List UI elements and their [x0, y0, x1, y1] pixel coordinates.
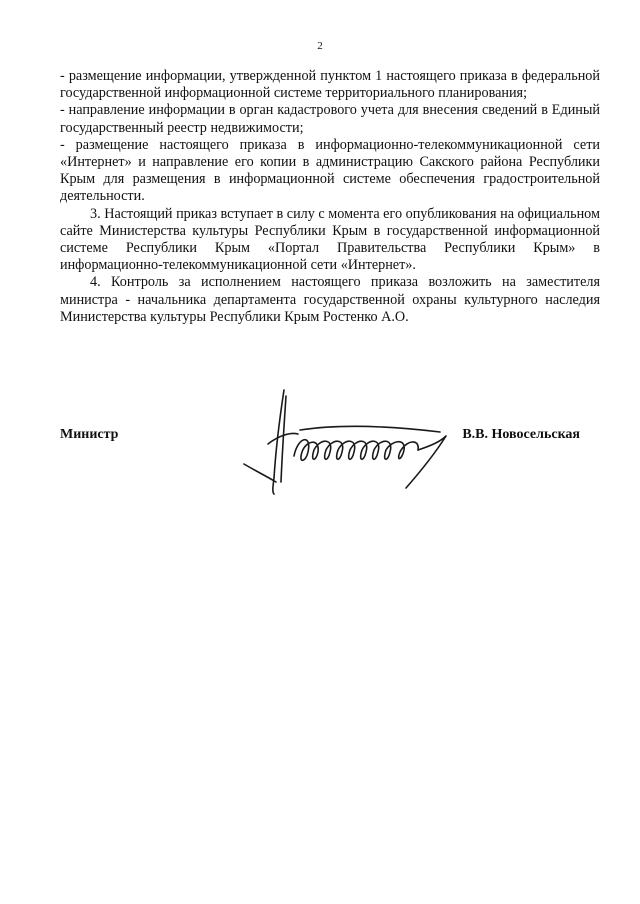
paragraph-item-placement-federal: - размещение информации, утвержденной пунктом 1 настоящего приказа в федеральной государственной информационной системе территориального планирования; — [60, 68, 600, 102]
handwritten-signature — [240, 386, 462, 498]
paragraph-clause-3: 3. Настоящий приказ вступает в силу с момента его опубликования на официальном сайте Министерства культуры Республики Крым в государственной информационной системе Республики Крым «Портал Правительства Республики Крым» в информационно-телекоммуникационной сети «Интернет». — [60, 205, 600, 274]
paragraph-item-internet-placement: - размещение настоящего приказа в информационно-телекоммуникационной сети «Интернет» и направление его копии в администрацию Сакского района Республики Крым для размещения в информационной системе обеспечения градостроительной деятельности. — [60, 136, 600, 205]
signatory-title: Министр — [60, 427, 119, 442]
page-number: 2 — [317, 40, 323, 52]
document-body — [60, 68, 600, 326]
signatory-name: В.В. Новосельская — [462, 427, 580, 442]
paragraph-item-cadastral: - направление информации в орган кадастрового учета для внесения сведений в Единый государственный реестр недвижимости; — [60, 102, 600, 136]
paragraph-clause-4: 4. Контроль за исполнением настоящего приказа возложить на заместителя министра - начальника департамента государственной охраны культурного наследия Министерства культуры Республики Крым Ростенко А.О. — [60, 274, 600, 325]
